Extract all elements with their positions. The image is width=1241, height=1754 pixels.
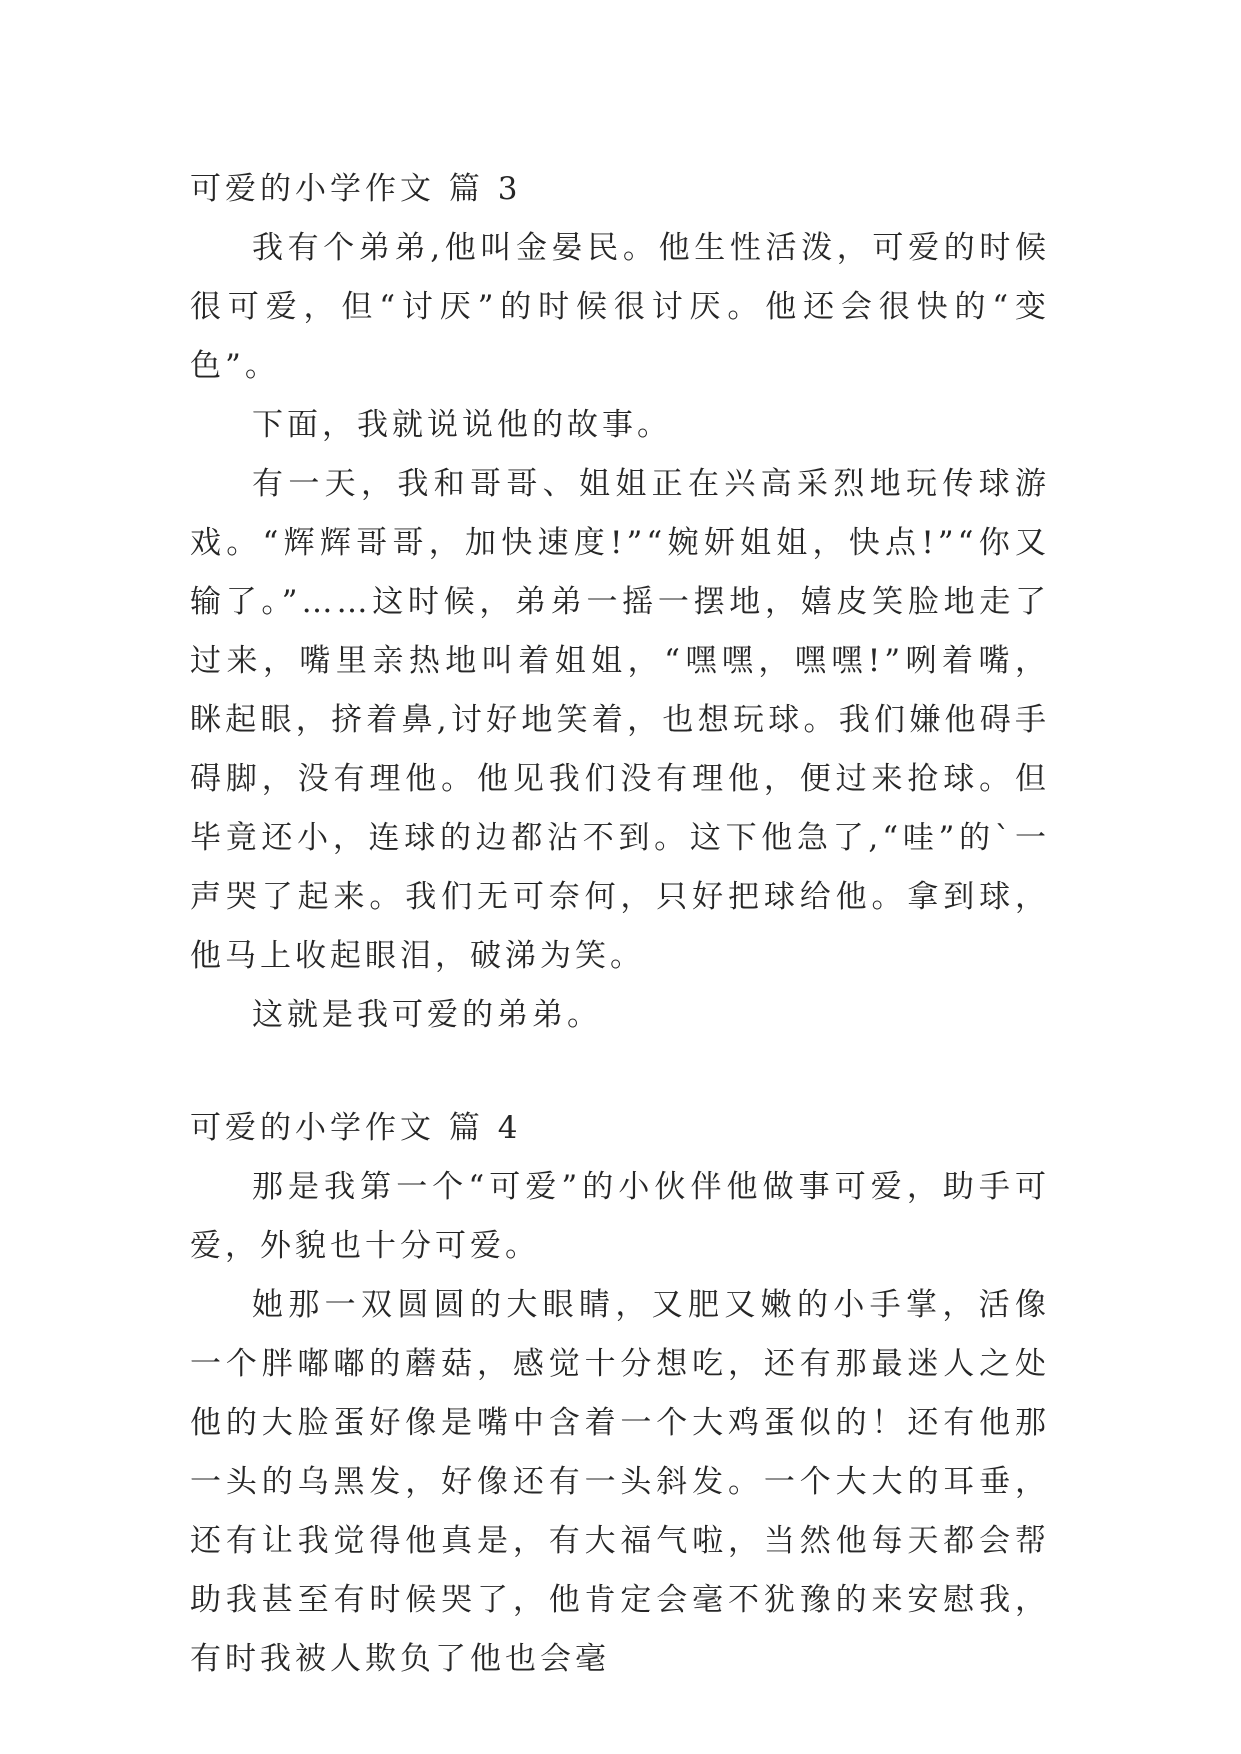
- paragraph: 这就是我可爱的弟弟。: [252, 997, 602, 1033]
- paragraph: 那是我第一个“可爱”的小伙伴他做事可爱，助手可爱，外貌也十分可爱。: [190, 1169, 1050, 1264]
- paragraph: 有一天，我和哥哥、姐姐正在兴高采烈地玩传球游戏。“辉辉哥哥，加快速度!”“婉妍姐姐，快点!”“你又输了。”……这时候，弟弟一摇一摆地，嬉皮笑脸地走了过来，嘴里亲热地叫着姐姐，“嘿嘿，嘿嘿!”咧着嘴，眯起眼，挤着鼻,讨好地笑着，也想玩球。我们嫌他碍手碍脚，没有理他。他见我们没有理他，便过来抢球。但毕竟还小，连球的边都沾不到。这下他急了,“哇”的`一声哭了起来。我们无可奈何，只好把球给他。拿到球，他马上收起眼泪，破涕为笑。: [190, 466, 1050, 974]
- paragraph: 下面，我就说说他的故事。: [252, 407, 672, 443]
- section-gap: [190, 1045, 1050, 1099]
- section-title: 可爱的小学作文 篇 3: [190, 171, 522, 207]
- paragraph: 她那一双圆圆的大眼睛，又肥又嫩的小手掌，活像一个胖嘟嘟的蘑菇，感觉十分想吃，还有那最迷人之处他的大脸蛋好像是嘴中含着一个大鸡蛋似的！还有他那一头的乌黑发，好像还有一头斜发。一个大大的耳垂，还有让我觉得他真是，有大福气啦，当然他每天都会帮助我甚至有时候哭了，他肯定会毫不犹豫的来安慰我，有时我被人欺负了他也会毫: [190, 1287, 1050, 1677]
- paragraph: 我有个弟弟,他叫金晏民。他生性活泼，可爱的时候很可爱，但“讨厌”的时候很讨厌。他还会很快的“变色”。: [190, 230, 1050, 384]
- document-body: [190, 160, 1050, 1689]
- section-title: 可爱的小学作文 篇 4: [190, 1110, 522, 1146]
